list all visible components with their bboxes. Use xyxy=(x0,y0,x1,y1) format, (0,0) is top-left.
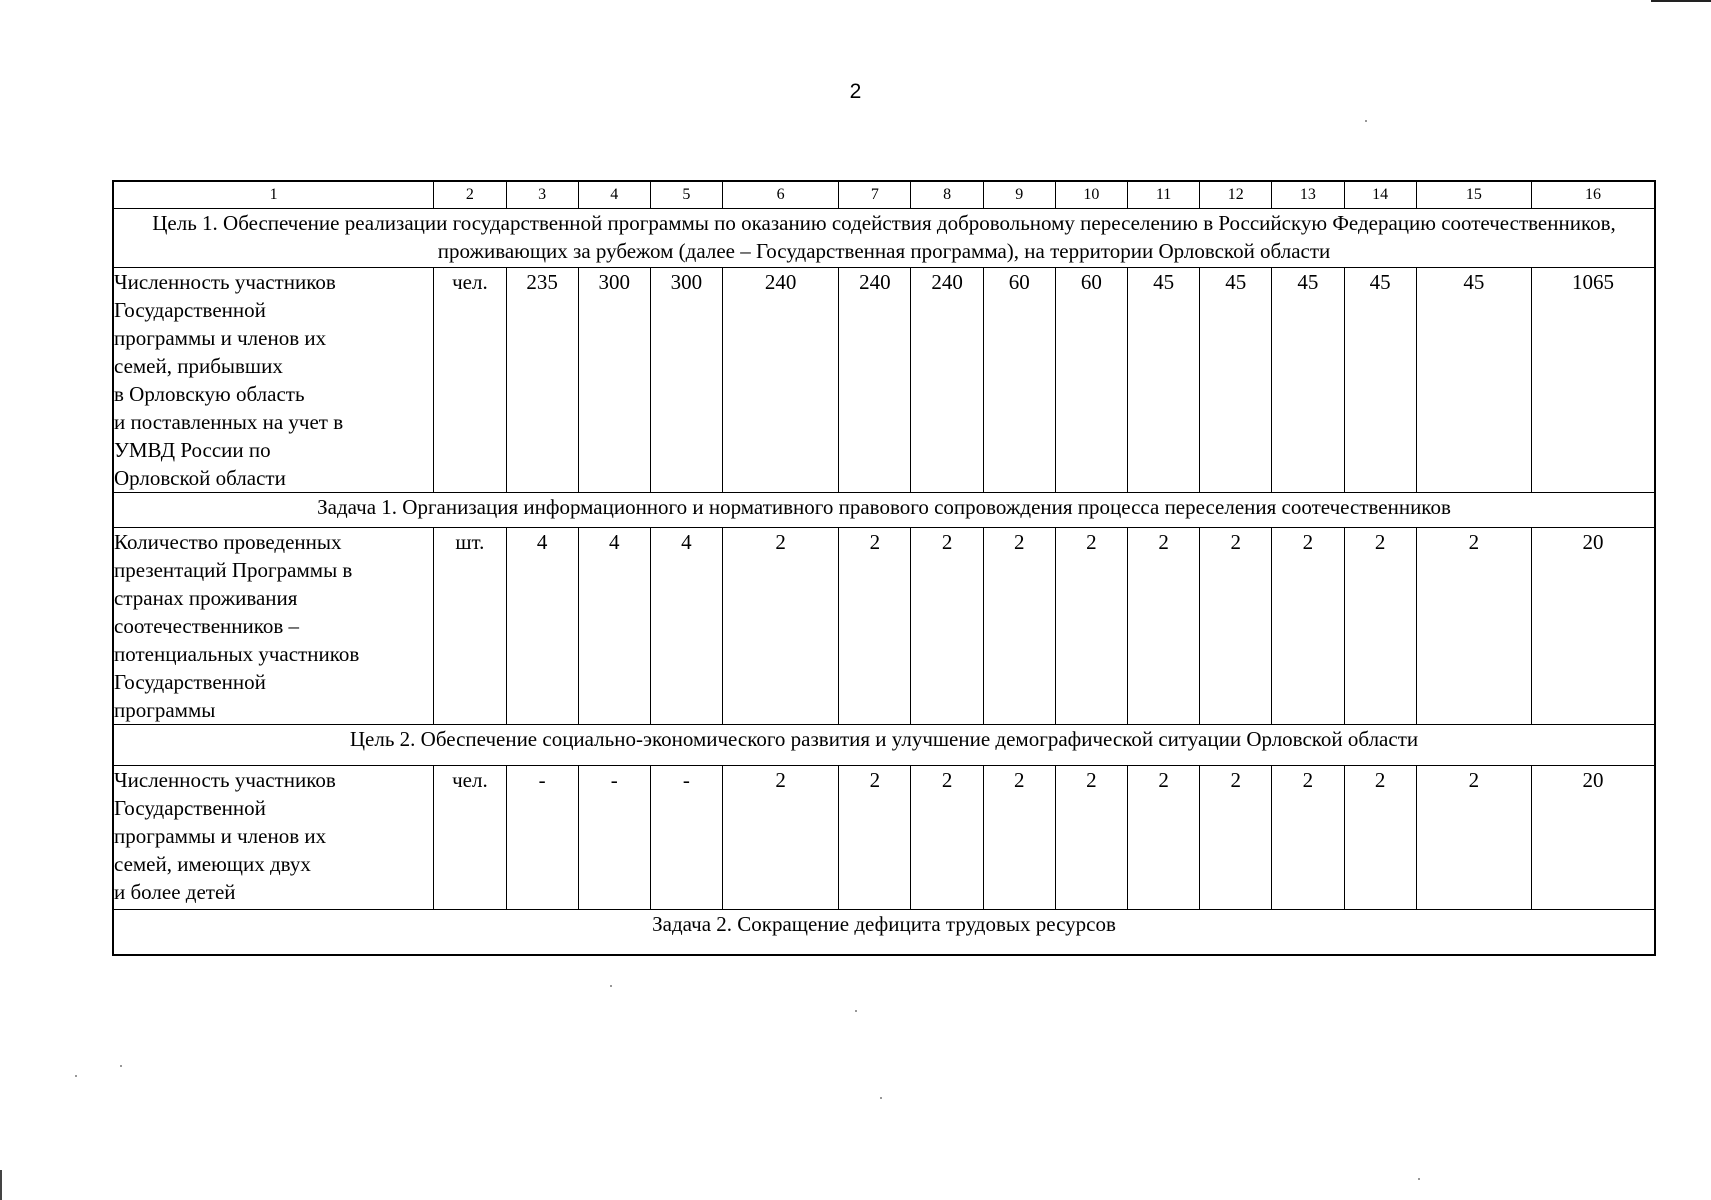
column-header: 12 xyxy=(1200,181,1272,209)
value-cell: 20 xyxy=(1531,528,1655,725)
value-cell: 2 xyxy=(911,528,983,725)
column-header: 14 xyxy=(1344,181,1416,209)
unit-cell: чел. xyxy=(434,766,506,910)
goal-1-heading: Цель 1. Обеспечение реализации государственной программы по оказанию содействия добровольному переселению в Российскую Федерацию соотечественников, проживающих за рубежом (далее – Государственная программа), на территории Орловской области xyxy=(113,209,1655,268)
column-header: 11 xyxy=(1128,181,1200,209)
scan-speck xyxy=(880,1097,882,1099)
column-header: 3 xyxy=(506,181,578,209)
goal-1-row xyxy=(113,209,1655,268)
value-cell: 235 xyxy=(506,268,578,493)
task-1-row xyxy=(113,493,1655,528)
column-header: 4 xyxy=(578,181,650,209)
scan-speck xyxy=(1365,120,1367,122)
page-number: 2 xyxy=(849,80,862,103)
value-cell: 60 xyxy=(1055,268,1127,493)
value-cell: 60 xyxy=(983,268,1055,493)
value-cell: 45 xyxy=(1416,268,1531,493)
value-cell: 2 xyxy=(1272,528,1344,725)
column-header: 15 xyxy=(1416,181,1531,209)
value-cell: 2 xyxy=(1272,766,1344,910)
value-cell: 240 xyxy=(839,268,911,493)
value-cell: - xyxy=(650,766,722,910)
value-cell: 2 xyxy=(1055,766,1127,910)
value-cell: 2 xyxy=(1416,528,1531,725)
column-header: 2 xyxy=(434,181,506,209)
value-cell: 45 xyxy=(1272,268,1344,493)
value-cell: 45 xyxy=(1344,268,1416,493)
indicator-name: Численность участников Государственной программы и членов их семей, имеющих двух и более детей xyxy=(113,766,434,910)
value-cell: 4 xyxy=(650,528,722,725)
value-cell: 2 xyxy=(1128,528,1200,725)
column-header: 9 xyxy=(983,181,1055,209)
task-2-row xyxy=(113,910,1655,956)
column-header: 5 xyxy=(650,181,722,209)
value-cell: 4 xyxy=(578,528,650,725)
column-header: 16 xyxy=(1531,181,1655,209)
value-cell: 2 xyxy=(1128,766,1200,910)
scan-edge-mark xyxy=(0,1170,2,1200)
unit-cell: шт. xyxy=(434,528,506,725)
value-cell: 300 xyxy=(578,268,650,493)
scan-speck xyxy=(1418,1178,1420,1180)
value-cell: 2 xyxy=(723,766,839,910)
value-cell: - xyxy=(506,766,578,910)
value-cell: 2 xyxy=(1200,528,1272,725)
value-cell: 2 xyxy=(839,528,911,725)
value-cell: 2 xyxy=(839,766,911,910)
value-cell: 2 xyxy=(911,766,983,910)
scan-edge-mark xyxy=(1651,0,1711,2)
column-header: 6 xyxy=(723,181,839,209)
value-cell: 45 xyxy=(1128,268,1200,493)
scan-speck xyxy=(120,1065,122,1067)
indicator-row-large-families xyxy=(113,766,1655,910)
indicator-name: Численность участников Государственной программы и членов их семей, прибывших в Орловскую область и поставленных на учет в УМВД России по Орловской области xyxy=(113,268,434,493)
column-header: 10 xyxy=(1055,181,1127,209)
indicator-row-presentations xyxy=(113,528,1655,725)
value-cell: 240 xyxy=(911,268,983,493)
value-cell: 2 xyxy=(983,528,1055,725)
column-header: 1 xyxy=(113,181,434,209)
value-cell: 2 xyxy=(1055,528,1127,725)
indicator-name: Количество проведенных презентаций Программы в странах проживания соотечественников – потенциальных участников Государственной программы xyxy=(113,528,434,725)
value-cell: 2 xyxy=(1344,766,1416,910)
task-2-heading: Задача 2. Сокращение дефицита трудовых ресурсов xyxy=(113,910,1655,956)
value-cell: 20 xyxy=(1531,766,1655,910)
unit-cell: чел. xyxy=(434,268,506,493)
column-header: 7 xyxy=(839,181,911,209)
value-cell: 2 xyxy=(983,766,1055,910)
scan-speck xyxy=(610,985,612,987)
value-cell: 300 xyxy=(650,268,722,493)
value-cell: 240 xyxy=(723,268,839,493)
value-cell: 2 xyxy=(723,528,839,725)
indicator-row-arrivals xyxy=(113,268,1655,493)
task-1-heading: Задача 1. Организация информационного и нормативного правового сопровождения процесса переселения соотечественников xyxy=(113,493,1655,528)
indicators-table xyxy=(112,180,1656,956)
scan-speck xyxy=(75,1075,77,1077)
column-header: 13 xyxy=(1272,181,1344,209)
value-cell: 1065 xyxy=(1531,268,1655,493)
value-cell: 2 xyxy=(1416,766,1531,910)
value-cell: 2 xyxy=(1344,528,1416,725)
header-row xyxy=(113,181,1655,209)
goal-2-row xyxy=(113,725,1655,766)
value-cell: - xyxy=(578,766,650,910)
goal-2-heading: Цель 2. Обеспечение социально-экономического развития и улучшение демографической ситуации Орловской области xyxy=(113,725,1655,766)
column-header: 8 xyxy=(911,181,983,209)
value-cell: 4 xyxy=(506,528,578,725)
value-cell: 2 xyxy=(1200,766,1272,910)
scan-speck xyxy=(855,1010,857,1012)
value-cell: 45 xyxy=(1200,268,1272,493)
